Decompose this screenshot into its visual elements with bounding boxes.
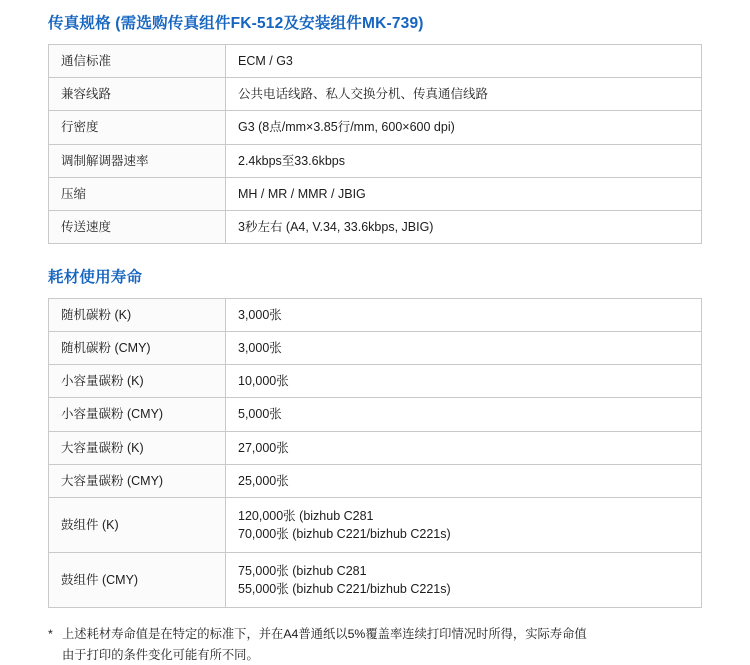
table-row xyxy=(49,45,702,78)
row-value xyxy=(226,299,702,332)
table-row xyxy=(49,464,702,497)
row-value xyxy=(226,332,702,365)
table-row xyxy=(49,431,702,464)
value-line: 5,000张 xyxy=(238,407,282,422)
value-line: 55,000张 (bizhub C221/bizhub C221s) xyxy=(238,582,451,597)
row-label: 行密度 xyxy=(49,111,226,144)
row-label: 随机碳粉 (CMY) xyxy=(49,332,226,365)
table-row xyxy=(49,144,702,177)
table-row xyxy=(49,111,702,144)
value-line: 27,000张 xyxy=(238,440,289,455)
row-value xyxy=(226,497,702,552)
fax-section-title: 传真规格 (需选购传真组件FK-512及安装组件MK-739) xyxy=(48,15,424,32)
row-label: 大容量碳粉 (K) xyxy=(49,431,226,464)
table-row xyxy=(49,332,702,365)
value-line: 3,000张 xyxy=(238,308,282,323)
row-value xyxy=(226,45,702,78)
consumables-table-body xyxy=(49,299,702,608)
footnote xyxy=(48,624,722,665)
row-value xyxy=(226,210,702,243)
value-line: 2.4kbps至33.6kbps xyxy=(238,153,346,168)
row-label: 传送速度 xyxy=(49,210,226,243)
value-line: G3 (8点/mm×3.85行/mm, 600×600 dpi) xyxy=(238,120,455,135)
row-value xyxy=(226,111,702,144)
value-line: MH / MR / MMR / JBIG xyxy=(238,186,366,201)
row-label: 小容量碳粉 (CMY) xyxy=(49,398,226,431)
value-line: 3,000张 xyxy=(238,341,282,356)
row-value xyxy=(226,78,702,111)
row-label: 随机碳粉 (K) xyxy=(49,299,226,332)
table-row xyxy=(49,177,702,210)
row-value xyxy=(226,553,702,608)
value-line: 公共电话线路、私人交换分机、传真通信线路 xyxy=(238,87,489,102)
row-label: 调制解调器速率 xyxy=(49,144,226,177)
consumables-section-title: 耗材使用寿命 xyxy=(48,268,143,286)
footnote-line: 由于打印的条件变化可能有所不同。 xyxy=(62,647,259,662)
row-label: 兼容线路 xyxy=(49,78,226,111)
value-line: 120,000张 (bizhub C281 xyxy=(238,508,374,523)
value-line: 75,000张 (bizhub C281 xyxy=(238,564,367,579)
fax-table-body xyxy=(49,45,702,244)
value-line: 10,000张 xyxy=(238,374,289,389)
fax-spec-table xyxy=(48,44,702,244)
row-label: 小容量碳粉 (K) xyxy=(49,365,226,398)
consumables-spec-table xyxy=(48,298,702,608)
row-value xyxy=(226,431,702,464)
row-value xyxy=(226,144,702,177)
table-row xyxy=(49,210,702,243)
row-value xyxy=(226,177,702,210)
row-label: 压缩 xyxy=(49,177,226,210)
value-line: 3秒左右 (A4, V.34, 33.6kbps, JBIG) xyxy=(238,219,434,234)
table-row xyxy=(49,78,702,111)
row-value xyxy=(226,365,702,398)
row-value xyxy=(226,398,702,431)
row-value xyxy=(226,464,702,497)
table-row xyxy=(49,497,702,552)
row-label: 大容量碳粉 (CMY) xyxy=(49,464,226,497)
table-row xyxy=(49,365,702,398)
footnote-marker: * xyxy=(48,627,53,642)
table-row xyxy=(49,398,702,431)
row-label: 鼓组件 (CMY) xyxy=(49,553,226,608)
value-line: 70,000张 (bizhub C221/bizhub C221s) xyxy=(238,526,451,541)
value-line: 25,000张 xyxy=(238,473,289,488)
row-label: 鼓组件 (K) xyxy=(49,497,226,552)
value-line: ECM / G3 xyxy=(238,54,293,69)
footnote-line: 上述耗材寿命值是在特定的标准下，并在A4普通纸以5%覆盖率连续打印情况时所得，实际寿命值 xyxy=(62,627,587,642)
table-row xyxy=(49,553,702,608)
row-label: 通信标准 xyxy=(49,45,226,78)
table-row xyxy=(49,299,702,332)
